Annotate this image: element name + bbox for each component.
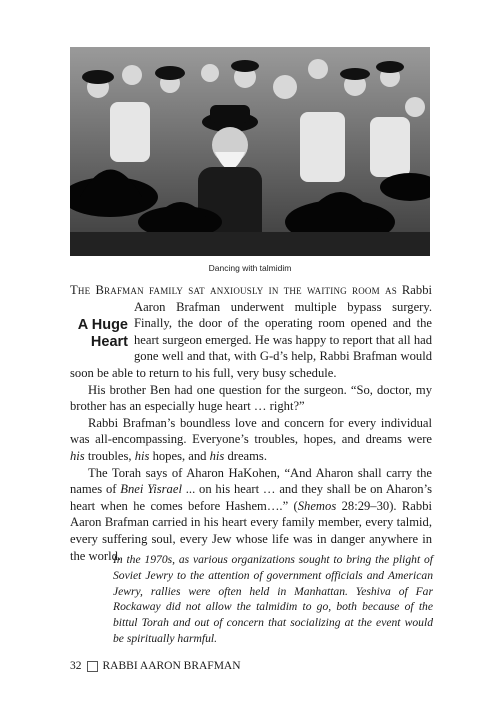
italic-sidebar-note: In the 1970s, as various organizations sought to bring the plight of Soviet Jewry to the attention of government officials and American Jewry, rallies were often held in Manhattan. Yeshiva of Far Rockaway did not allow the talmidim to go, both because of the bittul Torah and out of concern that socializing at the event would be spiritually harmful.: [113, 553, 433, 645]
photo-illustration: [70, 47, 430, 256]
section-heading: [70, 317, 128, 351]
paragraph-3: [70, 415, 432, 465]
lead-in-text: The Brafman family sat anxiously in the waiting room as: [70, 283, 397, 297]
page-number: 32: [70, 660, 82, 672]
p4-source: Shemos: [297, 498, 337, 513]
article-body: [70, 282, 432, 564]
p3-emphasis-2: his: [134, 448, 150, 463]
p4-italic-term: Bnei Yisrael: [120, 482, 182, 497]
p3-text-c: hopes, and: [149, 448, 210, 463]
paragraph-4: [70, 465, 432, 565]
p3-emphasis-1: his: [70, 448, 85, 463]
square-ornament-icon: [87, 661, 98, 672]
p3-text-a: Rabbi Brafman’s boundless love and concern for every individual was all-encompassing. Everyone’s troubles, hopes, and dreams were: [70, 415, 432, 447]
p3-emphasis-3: his: [209, 448, 225, 463]
running-head: RABBI AARON BRAFMAN: [102, 660, 241, 672]
dancing-photo: [70, 47, 430, 256]
paragraph-1-text: Rabbi Aaron Brafman underwent multiple bypass surgery. Finally, the door of the operating room opened and the heart surgeon emerged. He was happy to report that all had gone well and that, with G-d’s help, Rabbi Brafman would soon be able to return to his full, very busy schedule.: [70, 283, 432, 380]
p4-text-c: 28:29–30). Rabbi Aaron Brafman carried in his heart every family member, every talmid, every suffering soul, every Jew whose life was in danger anywhere in the world.: [70, 498, 432, 563]
p3-text-b: troubles,: [84, 448, 135, 463]
p4-text-a: The Torah says of Aharon HaKohen, “And Aharon shall carry the names of: [70, 465, 432, 497]
p3-text-d: dreams.: [224, 448, 267, 463]
photo-caption: Dancing with talmidim: [208, 263, 292, 273]
section-heading-line-1: A Huge: [77, 316, 128, 333]
p4-text-b: ... on his heart … and they shall be on Aharon’s heart when he comes before Hashem….” (: [70, 482, 432, 513]
page-footer: [70, 660, 241, 672]
paragraph-1: [70, 282, 432, 382]
section-heading-line-2: Heart: [90, 333, 128, 350]
paragraph-2: His brother Ben had one question for the surgeon. “So, doctor, my brother has an especially huge heart … right?”: [70, 382, 432, 414]
